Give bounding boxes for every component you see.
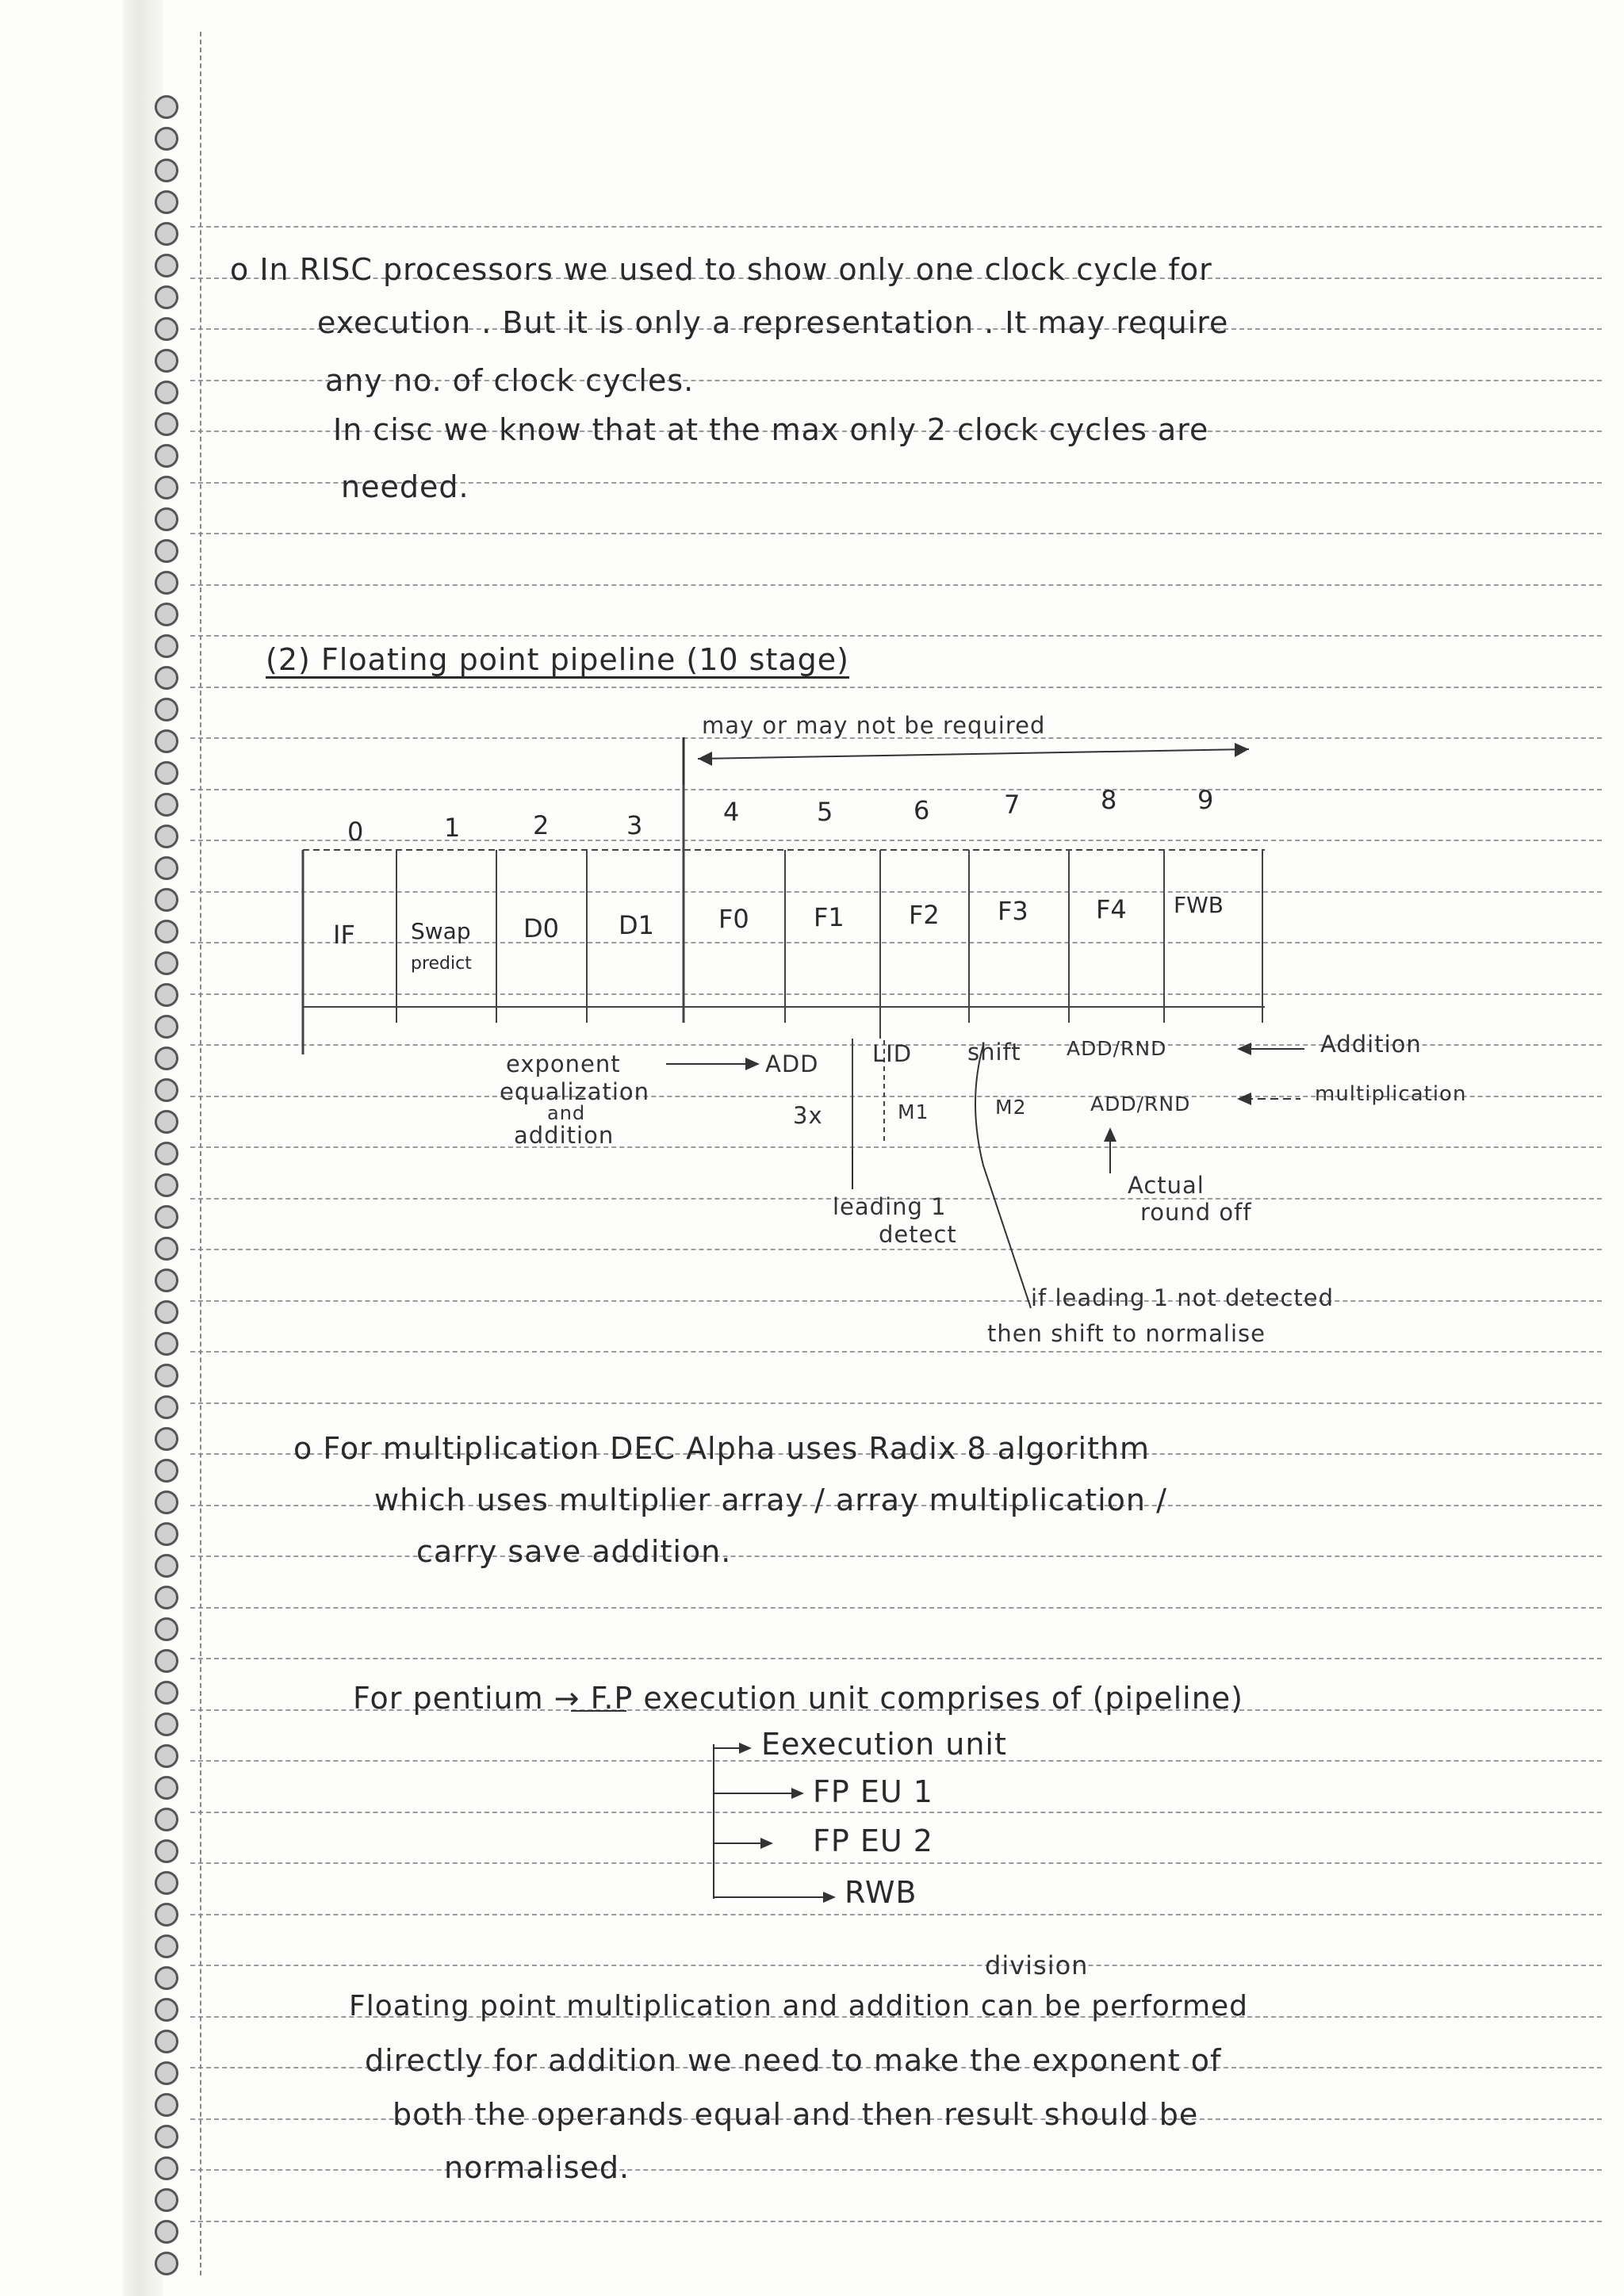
mult-m2: M2 — [995, 1096, 1027, 1119]
exponent-note: and — [547, 1102, 586, 1124]
stage-cell: IF — [333, 920, 355, 950]
stage-cell: FWB — [1174, 892, 1224, 918]
shift-note: then shift to normalise — [987, 1320, 1266, 1347]
stage-cell: F3 — [998, 896, 1028, 926]
stage-number: 3 — [626, 810, 643, 840]
stage-number: 2 — [533, 810, 550, 840]
stage-number: 9 — [1197, 785, 1214, 815]
pentium-unit: RWB — [845, 1875, 917, 1910]
fp-ops-line-4: normalised. — [444, 2150, 630, 2185]
addition-lid: LID — [872, 1040, 913, 1067]
cisc-line-5: needed. — [341, 469, 469, 504]
fp-ops-line-2: directly for addition we need to make the exponent of — [365, 2043, 1222, 2078]
stage-cell: D0 — [523, 913, 559, 943]
mult-add-rnd: ADD/RND — [1090, 1093, 1191, 1115]
risc-line-2: execution . But it is only a representation . It may require — [317, 305, 1229, 340]
stage-cell: F4 — [1096, 894, 1127, 924]
stage-cell: D1 — [619, 910, 654, 940]
pentium-unit: FP EU 2 — [813, 1823, 933, 1858]
cisc-line-4: In cisc we know that at the max only 2 clock cycles are — [333, 412, 1209, 447]
stage-number: 0 — [347, 817, 364, 847]
mult-line-2: which uses multiplier array / array multiplication / — [374, 1483, 1167, 1517]
fp-ops-line-3: both the operands equal and then result should be — [393, 2097, 1199, 2132]
risc-line-3: any no. of clock cycles. — [325, 363, 695, 398]
stage-number: 6 — [914, 795, 930, 825]
leading-note: detect — [879, 1221, 957, 1248]
addition-label: Addition — [1320, 1031, 1422, 1058]
addition-shift: shift — [967, 1039, 1021, 1066]
addition-add-rnd: ADD/RND — [1067, 1037, 1167, 1060]
mult-line-3: carry save addition. — [416, 1534, 732, 1569]
mult-3x: 3x — [793, 1102, 823, 1129]
stage-number: 4 — [723, 797, 740, 827]
stage-cell: F2 — [909, 900, 940, 930]
stage-cell: F1 — [814, 902, 845, 932]
exponent-note: equalization — [500, 1078, 650, 1105]
shift-note: if leading 1 not detected — [1031, 1284, 1335, 1311]
multiplication-label: multiplication — [1315, 1082, 1467, 1106]
actual-note: round off — [1140, 1199, 1252, 1226]
pentium-unit: Eexecution unit — [761, 1727, 1007, 1762]
stage-number: 5 — [817, 797, 833, 827]
stage-sub-cell: predict — [411, 954, 472, 974]
pentium-unit: FP EU 1 — [813, 1774, 933, 1809]
pentium-line: For pentium → F.P execution unit comprises of (pipeline) — [353, 1681, 1244, 1716]
stage-number: 1 — [444, 813, 461, 843]
risc-line-1: o In RISC processors we used to show only one clock cycle for — [230, 252, 1212, 287]
stage-cell: F0 — [718, 904, 749, 934]
fp-ops-line-1: Floating point multiplication and addition can be performed — [349, 1990, 1249, 2022]
optional-stages-label: may or may not be required — [702, 712, 1046, 739]
stage-number: 7 — [1004, 790, 1021, 820]
addition-add: ADD — [765, 1050, 819, 1077]
exponent-note: addition — [514, 1122, 615, 1149]
fp-pipeline-heading: (2) Floating point pipeline (10 stage) — [266, 642, 849, 677]
stage-number: 8 — [1101, 785, 1117, 815]
leading-note: leading 1 — [833, 1193, 947, 1220]
mult-line-1: o For multiplication DEC Alpha uses Radix 8 algorithm — [293, 1431, 1151, 1466]
exponent-note: exponent — [506, 1050, 621, 1077]
fp-ops-insert: division — [985, 1950, 1089, 1980]
stage-cell: Swap — [411, 918, 471, 944]
mult-m1: M1 — [898, 1100, 929, 1123]
actual-note: Actual — [1128, 1172, 1205, 1199]
